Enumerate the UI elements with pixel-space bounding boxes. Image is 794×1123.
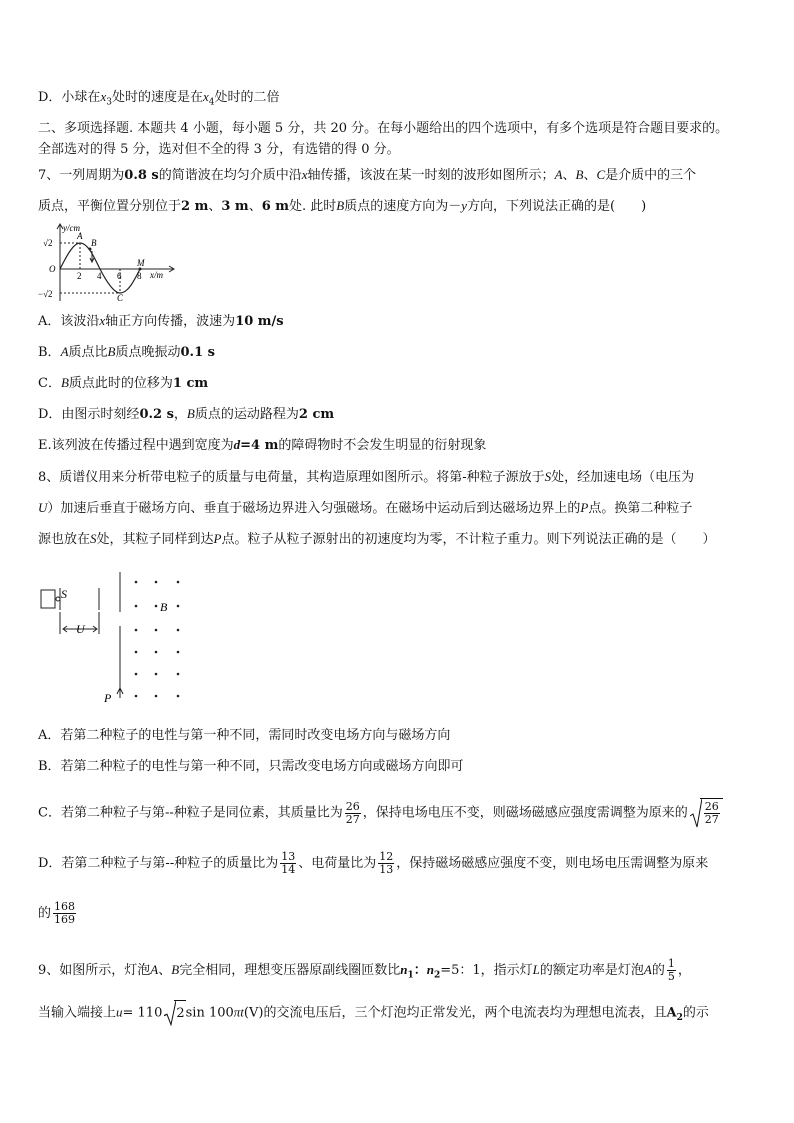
label-b: B: [91, 238, 97, 248]
label-m: M: [137, 258, 145, 268]
mass-spectrometer-figure: [36, 568, 196, 710]
xtick-4: 4: [97, 271, 102, 281]
origin-label: O: [49, 264, 56, 274]
field-dots: [135, 581, 180, 698]
fraction-13-14: $\frac{13}{14}$: [281, 850, 296, 876]
ytick-neg: −√2: [38, 289, 53, 299]
q8-option-c: C．若第二种粒子与第--种粒子是同位素，其质量比为 $\frac{26}{27}$ ，保持电场电压不变，则磁场磁感应强度需调整为原来的 $\frac{26}{27}$: [38, 798, 723, 832]
section2-heading-line2: 全部选对的得 5 分，选对但不全的得 3 分，有选错的得 0 分。: [38, 142, 400, 157]
q8-option-d-cont: 的 $\frac{168}{169}$: [38, 900, 76, 926]
q6-option-d: D．小球在$x_3$处时的速度是在$x_4$处时的二倍: [38, 89, 280, 108]
q7-option-d: D．由图示时刻经0.2 s，B质点的运动路程为2 cm: [38, 406, 335, 422]
sqrt-2: 2: [164, 1000, 185, 1026]
q7-option-e: E.该列波在传播过程中遇到宽度为d=4 m的障碍物时不会发生明显的衍射现象: [38, 437, 487, 453]
field-label: B: [160, 600, 168, 614]
q7-stem-line2: 质点，平衡位置分别位于2 m、3 m、6 m处. 此时B质点的速度方向为－y方向，下列说法正确的是( ): [38, 198, 647, 214]
q8-option-a: A．若第二种粒子的电性与第一种不同，需同时改变电场方向与磁场方向: [38, 728, 451, 743]
fraction-168-169: $\frac{168}{169}$: [54, 900, 76, 926]
source-box: [41, 590, 55, 608]
ytick-pos: √2: [43, 238, 53, 248]
source-label: S: [61, 587, 67, 601]
label-a: A: [77, 231, 83, 241]
q7-stem-line1: 7、一列周期为0.8 s的简谐波在均匀介质中沿x轴传播，该波在某一时刻的波形如图所示；A、B、C是介质中的三个: [38, 167, 697, 183]
section2-heading-line1: 二、多项选择题. 本题共 4 小题，每小题 5 分，共 20 分。在每小题给出的四个选项中，有多个选项是符合题目要求的。: [38, 121, 729, 136]
q7-option-b: B．A质点比B质点晚振动0.1 s: [38, 344, 215, 360]
label-c: C: [117, 293, 124, 303]
q9-stem-line2: 当输入端接上u= 110 2sin 100πt(V)的交流电压后，三个灯泡均正常发光，两个电流表均为理想电流表，且$A_2$的示: [38, 1000, 709, 1030]
fraction-12-13: $\frac{12}{13}$: [379, 850, 394, 876]
ylabel: y/cm: [63, 223, 80, 233]
xtick-8: 8: [137, 271, 142, 281]
xtick-6: 6: [117, 271, 122, 281]
point-p-label: P: [104, 691, 112, 705]
xlabel: x/m: [150, 270, 163, 280]
wave-figure: [36, 221, 178, 303]
q7-option-a: A．该波沿x轴正方向传播，波速为10 m/s: [38, 313, 284, 329]
q8-option-d: D．若第二种粒子与第--种粒子的质量比为 $\frac{13}{14}$ 、电荷量比为 $\frac{12}{13}$ ，保持磁场磁感应强度不变，则电场电压需调整为原来: [38, 850, 709, 876]
wave-curve: [60, 243, 140, 293]
xtick-2: 2: [77, 271, 82, 281]
q9-stem-line1: 9、如图所示，灯泡A、B完全相同，理想变压器原副线圈匝数比$n_1$：$n_2=5$：1，指示灯L的额定功率是灯泡A的 $\frac{1}{5}$ ，: [38, 957, 691, 983]
q8-stem-line1: 8、质谱仪用来分析带电粒子的质量与电荷量，其构造原理如图所示。将第-种粒子源放于S处，经加速电场（电压为: [38, 469, 695, 485]
fraction-26-27: $\frac{26}{27}$: [345, 799, 360, 826]
q8-stem-line2: U）加速后垂直于磁场方向、垂直于磁场边界进入匀强磁场。在磁场中运动后到达磁场边界上的P点。换第二种粒子: [38, 500, 693, 516]
source-point: [56, 597, 60, 601]
q7-option-c: C．B质点此时的位移为1 cm: [38, 375, 209, 391]
fraction-1-5: $\frac{1}{5}$: [667, 957, 675, 983]
voltage-label: U: [76, 622, 85, 636]
q8-option-b: B．若第二种粒子的电性与第一种不同，只需改变电场方向或磁场方向即可: [38, 759, 464, 774]
q8-stem-line3: 源也放在S处，其粒子同样到达P点。粒子从粒子源射出的初速度均为零，不计粒子重力。则下列说法正确的是（ ）: [38, 531, 716, 547]
sqrt-26-27: $\frac{26}{27}$: [690, 798, 723, 828]
